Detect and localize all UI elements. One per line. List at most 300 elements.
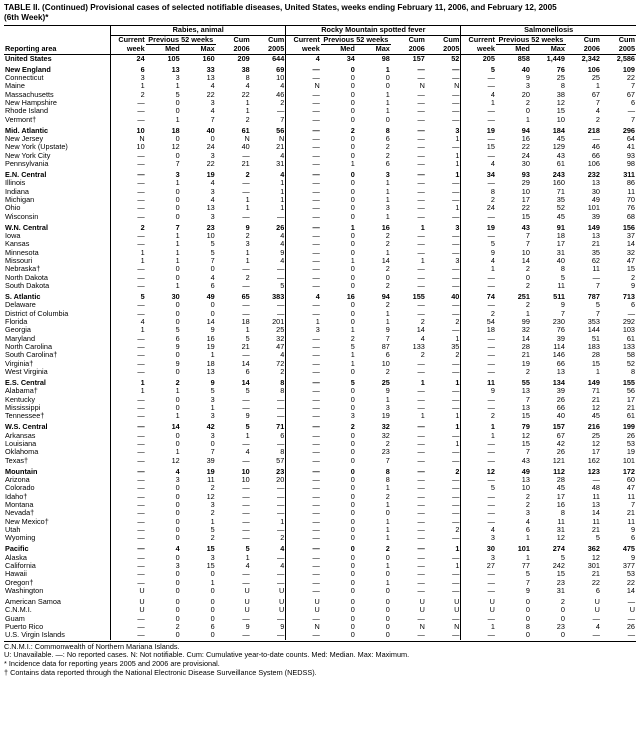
value-cell: 21	[591, 526, 600, 535]
value-cell: —	[417, 534, 425, 543]
value-cell: —	[137, 196, 145, 205]
value-cell: —	[312, 90, 320, 99]
value-cell: 15	[206, 562, 215, 571]
value-cell: —	[312, 282, 320, 291]
value-cell: 13	[206, 204, 215, 213]
table-row	[4, 232, 636, 240]
value-cell: 64	[626, 135, 635, 144]
value-cell: 77	[521, 562, 530, 571]
value-cell: —	[487, 368, 495, 377]
value-cell: 5	[210, 526, 215, 535]
value-cell: 0	[175, 212, 180, 221]
value-cell: 34	[486, 171, 495, 180]
region-row	[4, 423, 636, 431]
value-cell: 94	[381, 293, 390, 302]
value-cell: —	[251, 310, 286, 318]
reporting-area-cell: Puerto Rico	[4, 623, 111, 631]
value-cell: —	[417, 587, 425, 596]
value-cell: 4	[251, 171, 286, 179]
value-cell: —	[487, 343, 495, 352]
value-cell: 0	[350, 90, 355, 99]
value-cell: 1	[490, 265, 495, 274]
value-cell: —	[417, 570, 425, 579]
value-cell: —	[627, 309, 635, 318]
value-cell: 9	[175, 343, 180, 352]
value-cell: 12	[171, 456, 180, 465]
value-cell: 39	[556, 387, 565, 396]
value-cell: 0	[350, 623, 355, 632]
value-cell: 383	[251, 293, 286, 301]
value-cell: 713	[622, 293, 635, 302]
value-cell: U	[489, 598, 495, 607]
value-cell: 1	[420, 257, 425, 266]
value-cell: 5	[210, 248, 215, 257]
value-cell: —	[487, 570, 495, 579]
reporting-area-cell: Ohio	[4, 204, 111, 212]
value-cell: 0	[350, 282, 355, 291]
value-cell: 5	[560, 553, 565, 562]
table-row	[4, 457, 636, 465]
value-cell: 0	[210, 614, 215, 623]
value-cell: 0	[350, 467, 355, 476]
value-cell: —	[417, 423, 425, 432]
value-cell: 45	[556, 212, 565, 221]
value-cell: —	[242, 526, 250, 535]
value-cell: 0	[175, 534, 180, 543]
value-cell: —	[137, 240, 145, 249]
table-row	[4, 204, 636, 212]
reporting-area-cell: North Carolina	[4, 343, 111, 351]
value-cell: U	[489, 606, 495, 615]
value-cell: —	[487, 212, 495, 221]
value-cell: 0	[175, 553, 180, 562]
value-cell: —	[312, 509, 320, 518]
value-cell: 15	[521, 412, 530, 421]
value-cell: —	[426, 457, 461, 465]
value-cell: 1	[251, 204, 286, 212]
value-cell: 42	[206, 423, 215, 432]
value-cell: 21	[241, 160, 250, 169]
value-cell: 3	[350, 412, 355, 421]
table-row	[4, 606, 636, 614]
reporting-area-cell: Oklahoma	[4, 448, 111, 456]
value-cell: 0	[175, 570, 180, 579]
value-cell: 15	[556, 570, 565, 579]
value-cell: N	[314, 82, 320, 91]
value-cell: —	[417, 545, 425, 554]
value-cell: 12	[486, 467, 495, 476]
value-cell: —	[417, 484, 425, 493]
value-cell: 311	[623, 171, 635, 180]
value-cell: 52	[626, 359, 635, 368]
table-row	[4, 554, 636, 562]
value-cell: N	[251, 135, 286, 143]
col-week: week	[461, 45, 496, 55]
value-cell: —	[312, 223, 320, 232]
value-cell: —	[312, 135, 320, 144]
value-cell: U	[251, 598, 286, 606]
value-cell: 22	[206, 160, 215, 169]
reporting-area-cell: Colorado	[4, 484, 111, 492]
value-cell: 123	[587, 467, 600, 476]
value-cell: —	[251, 509, 286, 517]
value-cell: —	[417, 204, 425, 213]
value-cell: 184	[552, 126, 565, 135]
value-cell: —	[487, 404, 495, 413]
value-cell: 15	[521, 440, 530, 449]
value-cell: 7	[175, 223, 180, 232]
table-row	[4, 534, 636, 542]
value-cell: 0	[350, 151, 355, 160]
value-cell: 156	[622, 223, 635, 232]
value-cell: 2	[525, 99, 530, 108]
value-cell: 0	[350, 387, 355, 396]
value-cell: 14	[416, 326, 425, 335]
value-cell: 1	[426, 171, 461, 179]
value-cell: —	[137, 359, 145, 368]
value-cell: —	[417, 509, 425, 518]
value-cell: 230	[552, 318, 565, 327]
value-cell: 32	[381, 431, 390, 440]
value-cell: —	[312, 179, 320, 188]
value-cell: —	[417, 368, 425, 377]
value-cell: 31	[556, 526, 565, 535]
value-cell: 0	[350, 179, 355, 188]
table-title	[4, 3, 636, 23]
value-cell: 4	[525, 517, 530, 526]
value-cell: 72	[251, 360, 286, 368]
value-cell: —	[137, 309, 145, 318]
value-cell: 71	[251, 423, 286, 431]
value-cell: 1	[426, 562, 461, 570]
value-cell: 101	[517, 545, 530, 554]
value-cell: 0	[560, 606, 565, 615]
value-cell: —	[137, 570, 145, 579]
footnote-nedss: † Contains data reported through the National Electronic Disease Surveillance System (NEDSS).	[4, 667, 317, 677]
value-cell: —	[137, 492, 145, 501]
value-cell: 644	[251, 54, 286, 63]
value-cell: —	[137, 179, 145, 188]
value-cell: 10	[136, 126, 145, 135]
value-cell: 3	[490, 534, 495, 543]
value-cell: —	[417, 115, 425, 124]
reporting-area-cell: New York (Upstate)	[4, 143, 111, 151]
value-cell: 5	[595, 534, 600, 543]
value-cell: 9	[560, 301, 565, 310]
reporting-area-cell: Alabama†	[4, 387, 111, 395]
value-cell: 12	[521, 431, 530, 440]
value-cell: —	[137, 115, 145, 124]
value-cell: —	[312, 99, 320, 108]
value-cell: U	[629, 606, 635, 615]
col-prev52: Previous 52 weeks	[321, 35, 391, 45]
table-row	[4, 213, 636, 221]
value-cell: 14	[626, 240, 635, 249]
value-cell: 6	[630, 301, 635, 310]
value-cell: —	[312, 212, 320, 221]
value-cell: 49	[591, 196, 600, 205]
value-cell: 0	[350, 431, 355, 440]
value-cell: —	[242, 187, 250, 196]
table-row	[4, 501, 636, 509]
value-cell: 7	[175, 160, 180, 169]
value-cell: —	[417, 578, 425, 587]
value-cell: 1	[175, 412, 180, 421]
value-cell: 5	[210, 240, 215, 249]
value-cell: 32	[626, 248, 635, 257]
value-cell: 32	[521, 326, 530, 335]
value-cell: 7	[595, 282, 600, 291]
reporting-area-cell: District of Columbia	[4, 310, 111, 318]
value-cell: 242	[552, 562, 565, 571]
value-cell: 22	[626, 578, 635, 587]
value-cell: —	[137, 404, 145, 413]
value-cell: 1	[210, 578, 215, 587]
reporting-area-cell: Wisconsin	[4, 213, 111, 221]
value-cell: 1	[385, 65, 390, 74]
value-cell: 218	[587, 126, 600, 135]
reporting-area-cell: United States	[4, 54, 111, 63]
value-cell: 17	[556, 492, 565, 501]
value-cell: 2	[525, 492, 530, 501]
value-cell: 23	[381, 448, 390, 457]
value-cell: —	[242, 301, 250, 310]
value-cell: 2	[175, 379, 180, 388]
value-cell: —	[137, 509, 145, 518]
value-cell: 1	[175, 257, 180, 266]
value-cell: 6	[140, 65, 145, 74]
value-cell: 1	[385, 179, 390, 188]
value-cell: —	[487, 232, 495, 241]
value-cell: 103	[622, 326, 635, 335]
value-cell: 4	[251, 240, 286, 248]
value-cell: 4	[210, 179, 215, 188]
value-cell: 25	[251, 326, 286, 334]
value-cell: 23	[206, 223, 215, 232]
reporting-area-cell: Mississippi	[4, 404, 111, 412]
value-cell: 5	[175, 90, 180, 99]
value-cell: —	[251, 501, 286, 509]
value-cell: —	[426, 404, 461, 412]
value-cell: 134	[552, 379, 565, 388]
value-cell: —	[417, 562, 425, 571]
table-row	[4, 343, 636, 351]
value-cell: 68	[626, 212, 635, 221]
value-cell: 3	[210, 553, 215, 562]
value-cell: 1	[350, 257, 355, 266]
value-cell: 4	[595, 107, 600, 116]
value-cell: 45	[556, 484, 565, 493]
value-cell: —	[137, 431, 145, 440]
value-cell: —	[312, 387, 320, 396]
value-cell: 16	[346, 293, 355, 302]
value-cell: 0	[525, 273, 530, 282]
value-cell: 0	[350, 301, 355, 310]
column-header-row-2	[4, 45, 636, 55]
value-cell: —	[426, 107, 461, 115]
value-cell: 18	[556, 232, 565, 241]
value-cell: 0	[350, 395, 355, 404]
value-cell: —	[417, 265, 425, 274]
value-cell: 2	[385, 265, 390, 274]
value-cell: 1	[420, 412, 425, 421]
value-cell: —	[251, 440, 286, 448]
value-cell: 133	[412, 343, 425, 352]
value-cell: —	[137, 395, 145, 404]
value-cell: 0	[350, 456, 355, 465]
value-cell: —	[312, 232, 320, 241]
value-cell: 109	[622, 65, 635, 74]
value-cell: —	[137, 107, 145, 116]
value-cell: 12	[556, 99, 565, 108]
value-cell: 160	[552, 179, 565, 188]
reporting-area-cell: Illinois	[4, 179, 111, 187]
value-cell: —	[487, 456, 495, 465]
value-cell: 51	[591, 334, 600, 343]
table-row	[4, 387, 636, 395]
value-cell: 475	[622, 545, 635, 554]
value-cell: 1	[426, 160, 461, 168]
value-cell: —	[312, 562, 320, 571]
value-cell: 106	[587, 160, 600, 169]
footnote-legend: U: Unavailable. —: No reported cases. N: Not notifiable. Cum: Cumulative year-to-date counts. Med: Median. Max: Maximum.	[4, 650, 410, 660]
value-cell: 6	[595, 587, 600, 596]
col-cum: Cum	[251, 35, 286, 45]
value-cell: 1	[385, 526, 390, 535]
value-cell: 353	[587, 318, 600, 327]
value-cell: 3	[385, 204, 390, 213]
value-cell: 2	[385, 301, 390, 310]
value-cell: 2	[490, 196, 495, 205]
value-cell: 1	[385, 212, 390, 221]
value-cell: 1	[251, 518, 286, 526]
value-cell: 12	[591, 553, 600, 562]
value-cell: 1	[385, 395, 390, 404]
value-cell: 1	[490, 623, 495, 632]
value-cell: N	[139, 135, 145, 144]
value-cell: —	[487, 509, 495, 518]
value-cell: —	[487, 517, 495, 526]
col-2006: 2006	[216, 45, 251, 55]
col-week: week	[286, 45, 321, 55]
value-cell: —	[487, 107, 495, 116]
value-cell: —	[312, 545, 320, 554]
footnote-provisional: * Incidence data for reporting years 2005 and 2006 are provisional.	[4, 658, 220, 668]
value-cell: 69	[251, 66, 286, 74]
value-cell: U	[244, 587, 250, 596]
value-cell: 0	[210, 135, 215, 144]
value-cell: —	[417, 135, 425, 144]
value-cell: 3	[315, 326, 320, 335]
value-cell: 1	[175, 282, 180, 291]
value-cell: —	[312, 534, 320, 543]
value-cell: 7	[525, 240, 530, 249]
value-cell: 0	[350, 484, 355, 493]
value-cell: —	[312, 456, 320, 465]
col-max: Max	[181, 45, 216, 55]
table-row	[4, 360, 636, 368]
value-cell: 0	[175, 99, 180, 108]
table-row	[4, 74, 636, 82]
value-cell: 9	[245, 412, 250, 421]
value-cell: 34	[321, 54, 356, 63]
value-cell: —	[417, 171, 425, 180]
value-cell: 10	[556, 115, 565, 124]
group-header-salmonellosis: Salmonellosis	[461, 26, 636, 36]
value-cell: 1	[175, 115, 180, 124]
value-cell: 1	[490, 423, 495, 432]
value-cell: 2	[630, 273, 635, 282]
reporting-area-cell: New England	[4, 66, 111, 74]
reporting-area-cell: E.S. Central	[4, 379, 111, 387]
value-cell: —	[242, 501, 250, 510]
value-cell: —	[487, 82, 495, 91]
col-cum: Cum	[426, 35, 461, 45]
value-cell: 39	[591, 212, 600, 221]
value-cell: —	[417, 160, 425, 169]
value-cell: 56	[251, 127, 286, 135]
value-cell: 0	[350, 74, 355, 83]
region-row	[4, 171, 636, 179]
value-cell: —	[312, 160, 320, 169]
value-cell: U	[139, 587, 145, 596]
value-cell: 8	[385, 476, 390, 485]
table-row	[4, 509, 636, 517]
value-cell: —	[137, 534, 145, 543]
value-cell: 1	[350, 160, 355, 169]
table-row	[4, 240, 636, 248]
value-cell: 2,586	[601, 54, 636, 63]
reporting-area-cell: Kansas	[4, 240, 111, 248]
footnote-cnmi: C.N.M.I.: Commonwealth of Northern Mariana Islands.	[4, 641, 180, 651]
value-cell: 1	[490, 431, 495, 440]
reporting-area-cell: Hawaii	[4, 570, 111, 578]
value-cell: 30	[591, 187, 600, 196]
table-row	[4, 326, 636, 334]
group-header-rmsf: Rocky Mountain spotted fever	[286, 26, 461, 36]
value-cell: 0	[525, 107, 530, 116]
value-cell: 62	[591, 257, 600, 266]
value-cell: 25	[381, 379, 390, 388]
value-cell: 26	[556, 395, 565, 404]
value-cell: 22	[591, 578, 600, 587]
value-cell: 93	[626, 151, 635, 160]
value-cell: 16	[206, 334, 215, 343]
value-cell: 0	[175, 404, 180, 413]
value-cell: 0	[350, 440, 355, 449]
value-cell: 9	[210, 379, 215, 388]
value-cell: 2	[525, 368, 530, 377]
reporting-area-cell: Arizona	[4, 476, 111, 484]
value-cell: 1	[175, 240, 180, 249]
value-cell: 4	[245, 448, 250, 457]
table-row	[4, 615, 636, 623]
value-cell: 24	[206, 143, 215, 152]
value-cell: 251	[517, 293, 530, 302]
value-cell: N	[314, 623, 320, 632]
value-cell: 30	[521, 160, 530, 169]
value-cell: 0	[210, 309, 215, 318]
value-cell: —	[312, 379, 320, 388]
value-cell: —	[417, 196, 425, 205]
reporting-area-cell: Wyoming	[4, 534, 111, 542]
value-cell: 55	[521, 379, 530, 388]
value-cell: 0	[175, 578, 180, 587]
value-cell: 2	[385, 282, 390, 291]
value-cell: 13	[206, 74, 215, 83]
value-cell: 1	[175, 232, 180, 241]
reporting-area-cell: Maryland	[4, 335, 111, 343]
